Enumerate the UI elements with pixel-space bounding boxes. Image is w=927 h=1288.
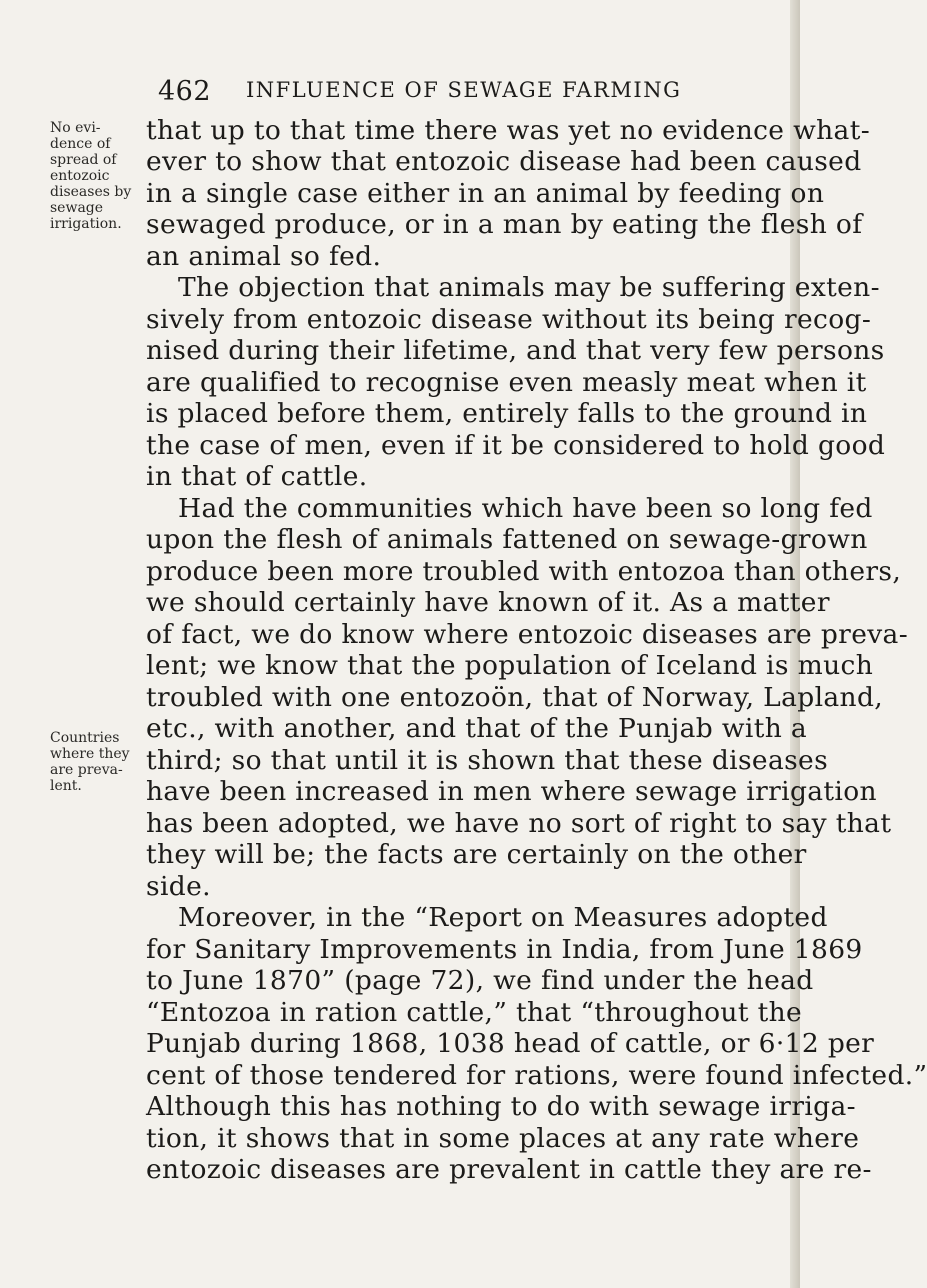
marginal-note-line: where they [50, 746, 130, 762]
body-line: nised during their lifetime, and that very few persons [146, 335, 885, 366]
marginal-note-evidence [50, 120, 148, 232]
body-line: in that of cattle. [146, 461, 368, 492]
marginal-note-line: diseases by [50, 184, 132, 200]
marginal-note-line: entozoic [50, 168, 110, 184]
body-line: are qualified to recognise even measly meat when it [146, 367, 867, 398]
body-line: have been increased in men where sewage irrigation [146, 776, 877, 807]
body-line: Had the communities which have been so long fed [178, 493, 873, 524]
body-line: cent of those tendered for rations, were found infected.” [146, 1060, 927, 1091]
body-line: troubled with one entozoön, that of Norway, Lapland, [146, 682, 884, 713]
body-line: sewaged produce, or in a man by eating the flesh of [146, 209, 863, 240]
running-title: INFLUENCE OF SEWAGE FARMING [246, 78, 682, 102]
body-line: produce been more troubled with entozoa than others, [146, 556, 902, 587]
body-line: lent; we know that the population of Iceland is much [146, 650, 874, 681]
marginal-note-countries [50, 730, 148, 794]
body-line: Although this has nothing to do with sewage irriga- [146, 1091, 856, 1122]
page-number: 462 [158, 76, 212, 107]
body-line: third; so that until it is shown that these diseases [146, 745, 829, 776]
running-head [158, 76, 682, 107]
body-line: The objection that animals may be suffering exten- [178, 272, 880, 303]
body-line: they will be; the facts are certainly on the other [146, 839, 807, 870]
marginal-note-line: No evi- [50, 120, 101, 136]
marginal-note-line: spread of [50, 152, 117, 168]
body-line: ever to show that entozoic disease had been caused [146, 146, 862, 177]
body-line: is placed before them, entirely falls to the ground in [146, 398, 868, 429]
body-line: Punjab during 1868, 1038 head of cattle, or 6·12 per [146, 1028, 875, 1059]
marginal-note-line: lent. [50, 778, 82, 794]
marginal-note-line: dence of [50, 136, 111, 152]
marginal-note-line: are preva- [50, 762, 123, 778]
body-line: of fact, we do know where entozoic diseases are preva- [146, 619, 908, 650]
body-line: has been adopted, we have no sort of right to say that [146, 808, 892, 839]
body-line: that up to that time there was yet no evidence what- [146, 115, 871, 146]
body-line: tion, it shows that in some places at any rate where [146, 1123, 860, 1154]
body-line: an animal so fed. [146, 241, 382, 272]
body-line: the case of men, even if it be considered to hold good [146, 430, 886, 461]
body-line: “Entozoa in ration cattle,” that “throughout the [146, 997, 803, 1028]
body-line: sively from entozoic disease without its being recog- [146, 304, 872, 335]
marginal-note-line: Countries [50, 730, 120, 746]
body-line: upon the flesh of animals fattened on sewage-grown [146, 524, 868, 555]
marginal-note-line: irrigation. [50, 216, 122, 232]
body-line: we should certainly have known of it. As a matter [146, 587, 830, 618]
body-line: Moreover, in the “Report on Measures adopted [178, 902, 828, 933]
body-line: in a single case either in an animal by feeding on [146, 178, 825, 209]
body-line: for Sanitary Improvements in India, from June 1869 [146, 934, 863, 965]
body-line: side. [146, 871, 211, 902]
body-line: entozoic diseases are prevalent in cattle they are re- [146, 1154, 872, 1185]
body-line: to June 1870” (page 72), we find under the head [146, 965, 814, 996]
marginal-note-line: sewage [50, 200, 104, 216]
body-line: etc., with another, and that of the Punjab with a [146, 713, 808, 744]
